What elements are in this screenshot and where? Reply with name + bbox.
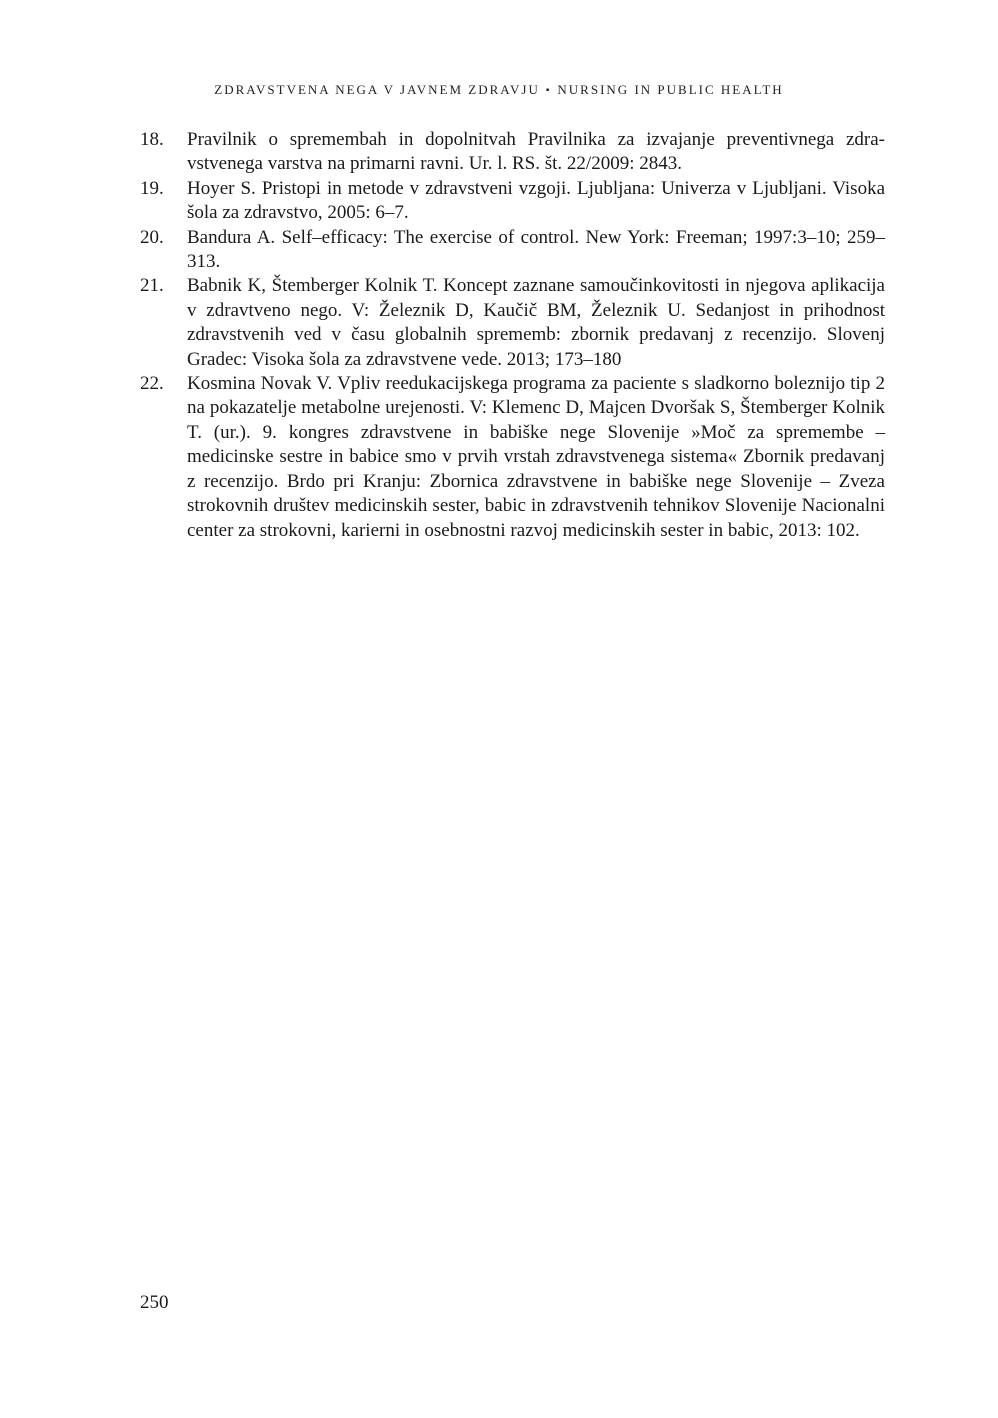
reference-text: Hoyer S. Pristopi in metode v zdravstveni vzgoji. Ljubljana: Univerza v Ljubljani. Visoka šola za zdravstvo, 2005: 6–7. — [187, 177, 885, 224]
reference-text: Kosmina Novak V. Vpliv reedukacijskega programa za paciente s sladkorno boleznijo tip 2 na pokazatelje metabolne urejenosti. V: Klemenc D, Majcen Dvoršak S, Štemberger Kolnik T. (ur.). 9. kongres zdravstvene in babiške nege Slovenije »Moč za spremembe – medicinske sestre in babice smo v prvih vrstah zdravstvenega sistema« Zbornik predavanj z recenzijo. Brdo pri Kranju: Zbornica zdravstvene in babiške nege Slovenije – Zveza strokovnih društev medicinskih sester, babic in zdravstvenih tehnikov Slovenije Nacionalni center za strokovni, karierni in osebnostni razvoj medicinskih sester in babic, 2013: 102. — [187, 373, 885, 541]
page-number: 250 — [140, 1292, 169, 1313]
reference-number: 19. — [140, 177, 164, 199]
reference-number: 20. — [140, 226, 164, 248]
header-journal-title-english: NURSING IN PUBLIC HEALTH — [557, 82, 784, 97]
reference-number: 21. — [140, 275, 164, 297]
reference-item-21 — [140, 274, 885, 372]
reference-item-20 — [140, 226, 885, 275]
header-separator: ▪ — [545, 85, 552, 96]
running-header — [0, 82, 998, 98]
reference-item-19 — [140, 177, 885, 226]
reference-text: Bandura A. Self–efficacy: The exercise of control. New York: Freeman; 1997:3–10; 259–313. — [187, 226, 885, 273]
reference-number: 22. — [140, 373, 164, 395]
reference-item-18 — [140, 128, 885, 177]
reference-item-22 — [140, 372, 885, 543]
reference-list — [140, 128, 885, 543]
reference-text: Babnik K, Štemberger Kolnik T. Koncept zaznane samoučinkovitosti in njegova aplikacija v zdravtveno nego. V: Železnik D, Kaučič BM, Železnik U. Sedanjost in prihodnost zdravstvenih ved v času globalnih sprememb: zbornik predavanj z recenzijo. Slovenj Gradec: Visoka šola za zdravstvene vede. 2013; 173–180 — [187, 275, 885, 370]
reference-number: 18. — [140, 129, 164, 150]
header-journal-title-slovene: ZDRAVSTVENA NEGA V JAVNEM ZDRAVJU — [214, 82, 540, 97]
reference-text: Pravilnik o spremembah in dopolnitvah Pravilnika za izvajanje preventivnega zdravstvenega varstva na primarni ravni. Ur. l. RS. št. 22/2009: 2843. — [187, 129, 885, 175]
